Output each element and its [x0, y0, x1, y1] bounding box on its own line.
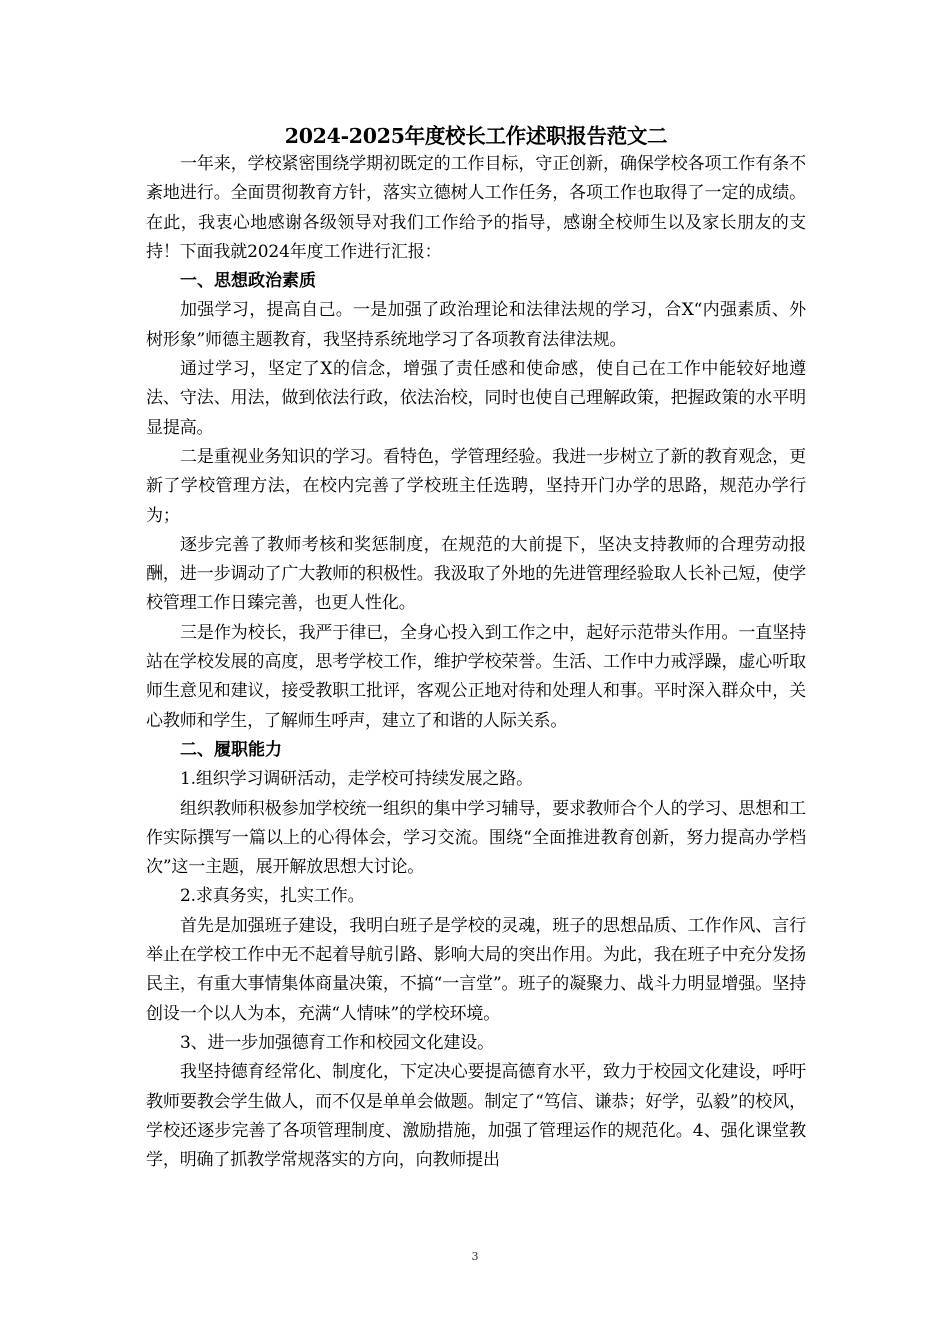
body-paragraph: 2.求真务实，扎实工作。: [180, 886, 365, 907]
document-body: [146, 122, 806, 1175]
body-paragraph: 组织教师积极参加学校统一组织的集中学习辅导，要求教师合个人的学习、思想和工作实际撰写一篇以上的心得体会，学习交流。围绕“全面推进教育创新，努力提高办学档次”这一主题，展开解放思想大讨论。: [146, 798, 806, 878]
body-paragraph: 逐步完善了教师考核和奖惩制度，在规范的大前提下，坚决支持教师的合理劳动报酬，进一步调动了广大教师的积极性。我汲取了外地的先进管理经验取人长补己短，使学校管理工作日臻完善，也更人性化。: [146, 534, 806, 614]
body-paragraph: 我坚持德育经常化、制度化，下定决心要提高德育水平，致力于校园文化建设，呼吁教师要教会学生做人，而不仅是单单会做题。制定了“笃信、谦恭；好学，弘毅”的校风，学校还逐步完善了各项管理制度、激励措施，加强了管理运作的规范化。4、强化课堂教学，明确了抓教学常规落实的方向，向教师提出: [146, 1062, 806, 1171]
section-heading: 二、履职能力: [180, 739, 282, 760]
document-title: 2024-2025年度校长工作述职报告范文二: [284, 124, 668, 148]
body-paragraph: 加强学习，提高自己。一是加强了政治理论和法律法规的学习，合X“内强素质、外树形象”师德主题教育，我坚持系统地学习了各项教育法律法规。: [146, 300, 806, 350]
body-paragraph: 1.组织学习调研活动，走学校可持续发展之路。: [180, 769, 533, 790]
body-paragraph: 三是作为校长，我严于律已，全身心投入到工作之中，起好示范带头作用。一直坚持站在学校发展的高度，思考学校工作，维护学校荣誉。生活、工作中力戒浮躁，虚心听取师生意见和建议，接受教职工批评，客观公正地对待和处理人和事。平时深入群众中，关心教师和学生，了解师生呼声，建立了和谐的人际关系。: [146, 622, 806, 731]
body-paragraph: 通过学习，坚定了X的信念，增强了责任感和使命感，使自己在工作中能较好地遵法、守法、用法，做到依法行政，依法治校，同时也使自己理解政策，把握政策的水平明显提高。: [146, 359, 806, 438]
body-paragraph: 首先是加强班子建设，我明白班子是学校的灵魂，班子的思想品质、工作作风、言行举止在学校工作中无不起着导航引路、影响大局的突出作用。为此，我在班子中充分发扬民主，有重大事情集体商量决策，不搞“一言堂”。班子的凝聚力、战斗力明显增强。坚持创设一个以人为本，充满“人情味”的学校环境。: [146, 915, 806, 1024]
paragraph-list: [146, 150, 806, 1175]
body-paragraph: 3、进一步加强德育工作和校园文化建设。: [180, 1032, 494, 1053]
body-paragraph: 二是重视业务知识的学习。看特色，学管理经验。我进一步树立了新的教育观念，更新了学校管理方法，在校内完善了学校班主任选聘，坚持开门办学的思路，规范办学行为；: [146, 446, 806, 526]
body-paragraph: 一年来，学校紧密围绕学期初既定的工作目标，守正创新，确保学校各项工作有条不紊地进行。全面贯彻教育方针，落实立德树人工作任务，各项工作也取得了一定的成绩。在此，我衷心地感谢各级领导对我们工作给予的指导，感谢全校师生以及家长朋友的支持！下面我就2024年度工作进行汇报：: [146, 154, 806, 262]
section-heading: 一、思想政治素质: [180, 271, 316, 292]
page-number: 3: [471, 1250, 479, 1263]
